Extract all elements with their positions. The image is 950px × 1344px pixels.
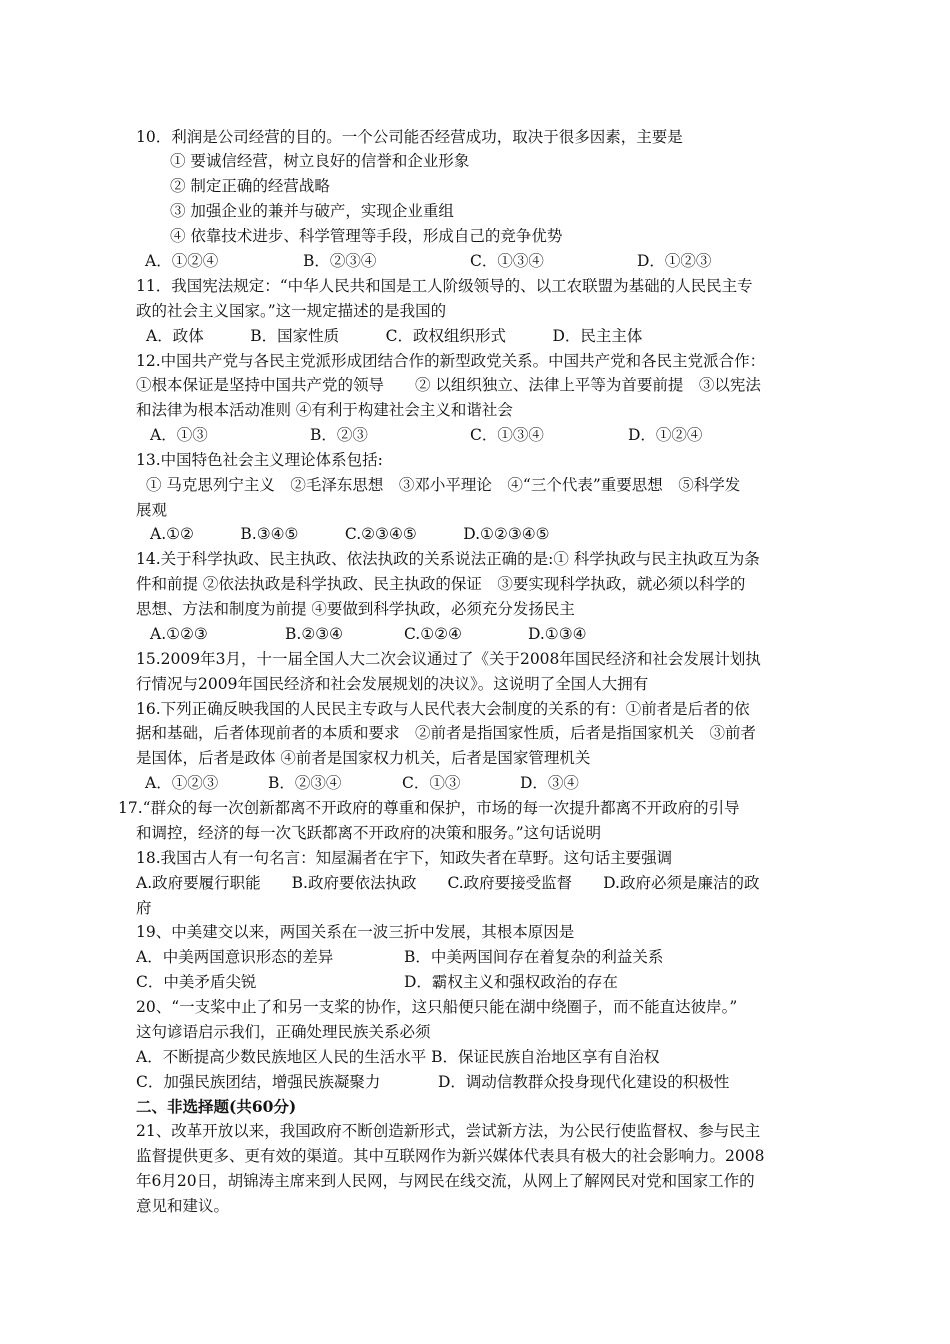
question-18: 18.我国古人有一句名言：知屋漏者在宇下，知政失者在草野。这句话主要强调 bbox=[136, 849, 673, 867]
question-13-items-cont: 展观 bbox=[136, 501, 168, 519]
q12-option-a: A．①③ bbox=[150, 426, 208, 444]
q12-option-d: D．①②④ bbox=[628, 426, 703, 444]
question-14-cont-2: 思想、方法和制度为前提 ④要做到科学执政，必须充分发扬民主 bbox=[136, 600, 575, 618]
question-10: 10．利润是公司经营的目的。一个公司能否经营成功，取决于很多因素，主要是 bbox=[136, 128, 683, 146]
question-15: 15.2009年3月，十一届全国人大二次会议通过了《关于2008年国民经济和社会发展计划执 bbox=[136, 650, 761, 668]
question-21: 21、改革开放以来，我国政府不断创造新形式，尝试新方法，为公民行使监督权、参与民主 bbox=[136, 1122, 761, 1140]
question-17: 17.“群众的每一次创新都离不开政府的尊重和保护，市场的每一次提升都离不开政府的引导 bbox=[118, 799, 740, 817]
question-13: 13.中国特色社会主义理论体系包括: bbox=[136, 451, 383, 469]
q20-option-c: C．加强民族团结，增强民族凝聚力 bbox=[136, 1073, 381, 1091]
q19-option-b: B．中美两国间存在着复杂的利益关系 bbox=[404, 948, 664, 966]
q10-item-2: ② 制定正确的经营战略 bbox=[170, 177, 330, 195]
q12-option-b: B．②③ bbox=[310, 426, 368, 444]
q10-option-a: A．①②④ bbox=[145, 252, 219, 270]
q12-option-c: C．①③④ bbox=[470, 426, 544, 444]
q14-option-d: D.①③④ bbox=[528, 625, 587, 643]
question-12-cont-1: ①根本保证是坚持中国共产党的领导 ② 以组织独立、法律上平等为首要前提 ③以宪法 bbox=[136, 376, 761, 394]
q18-options: A.政府要履行职能 B.政府要依法执政 C.政府要接受监督 D.政府必须是廉洁的政 bbox=[136, 874, 760, 892]
q13-options: A.①② B.③④⑤ C.②③④⑤ D.①②③④⑤ bbox=[150, 525, 550, 543]
q19-option-a: A．中美两国意识形态的差异 bbox=[136, 948, 334, 966]
q10-option-b: B．②③④ bbox=[303, 252, 377, 270]
question-16: 16.下列正确反映我国的人民民主专政与人民代表大会制度的关系的有：①前者是后者的依 bbox=[136, 700, 750, 718]
q16-option-a: A．①②③ bbox=[145, 774, 219, 792]
q19-option-c: C．中美矛盾尖锐 bbox=[136, 973, 257, 991]
q11-options: A．政体 B．国家性质 C．政权组织形式 D．民主主体 bbox=[146, 327, 643, 345]
q10-option-d: D．①②③ bbox=[637, 252, 712, 270]
q19-option-d: D．霸权主义和强权政治的存在 bbox=[404, 973, 618, 991]
q14-option-b: B.②③④ bbox=[285, 625, 344, 643]
q18-options-cont: 府 bbox=[136, 899, 152, 917]
question-11: 11．我国宪法规定：“中华人民共和国是工人阶级领导的、以工农联盟为基础的人民民主专 bbox=[136, 277, 753, 295]
q20-option-d: D．调动信教群众投身现代化建设的积极性 bbox=[438, 1073, 730, 1091]
question-16-cont-1: 据和基础，后者体现前者的本质和要求 ②前者是指国家性质，后者是指国家机关 ③前者 bbox=[136, 724, 757, 742]
q16-option-d: D．③④ bbox=[520, 774, 579, 792]
question-14: 14.关于科学执政、民主执政、依法执政的关系说法正确的是:① 科学执政与民主执政互为条 bbox=[136, 550, 760, 568]
section-heading: 二、非选择题(共60分) bbox=[136, 1097, 297, 1116]
question-20: 20、“一支桨中止了和另一支桨的协作，这只船便只能在湖中绕圈子，而不能直达彼岸。” bbox=[136, 998, 738, 1016]
question-13-items: ① 马克思列宁主义 ②毛泽东思想 ③邓小平理论 ④“三个代表”重要思想 ⑤科学发 bbox=[146, 476, 741, 494]
q10-item-3: ③ 加强企业的兼并与破产，实现企业重组 bbox=[170, 202, 454, 220]
q14-option-a: A.①②③ bbox=[150, 625, 208, 643]
question-21-cont-2: 年6月20日，胡锦涛主席来到人民网，与网民在线交流，从网上了解网民对党和国家工作的 bbox=[136, 1172, 755, 1190]
q10-option-c: C．①③④ bbox=[470, 252, 544, 270]
q10-item-4: ④ 依靠技术进步、科学管理等手段，形成自己的竞争优势 bbox=[170, 227, 563, 245]
q14-option-c: C.①②④ bbox=[404, 625, 462, 643]
question-11-cont: 政的社会主义国家。”这一规定描述的是我国的 bbox=[136, 302, 447, 320]
q20-options-ab: A．不断提高少数民族地区人民的生活水平 B．保证民族自治地区享有自治权 bbox=[136, 1048, 660, 1066]
question-16-cont-2: 是国体，后者是政体 ④前者是国家权力机关，后者是国家管理机关 bbox=[136, 749, 591, 767]
question-14-cont-1: 件和前提 ②依法执政是科学执政、民主执政的保证 ③要实现科学执政，就必须以科学的 bbox=[136, 575, 746, 593]
question-15-cont: 行情况与2009年国民经济和社会发展规划的决议》。这说明了全国人大拥有 bbox=[136, 675, 649, 693]
question-19: 19、中美建交以来，两国关系在一波三折中发展，其根本原因是 bbox=[136, 923, 575, 941]
question-12-cont-2: 和法律为根本活动准则 ④有利于构建社会主义和谐社会 bbox=[136, 401, 513, 419]
q10-item-1: ① 要诚信经营，树立良好的信誉和企业形象 bbox=[170, 152, 470, 170]
q16-option-b: B．②③④ bbox=[268, 774, 342, 792]
question-20-cont: 这句谚语启示我们，正确处理民族关系必须 bbox=[136, 1023, 431, 1041]
q16-option-c: C．①③ bbox=[402, 774, 461, 792]
question-21-cont-1: 监督提供更多、更有效的渠道。其中互联网作为新兴媒体代表具有极大的社会影响力。2008 bbox=[136, 1147, 765, 1165]
question-17-cont: 和调控，经济的每一次飞跃都离不开政府的决策和服务。”这句话说明 bbox=[136, 824, 602, 842]
question-12: 12.中国共产党与各民主党派形成团结合作的新型政党关系。中国共产党和各民主党派合作： bbox=[136, 352, 766, 370]
question-21-cont-3: 意见和建议。 bbox=[136, 1197, 230, 1215]
